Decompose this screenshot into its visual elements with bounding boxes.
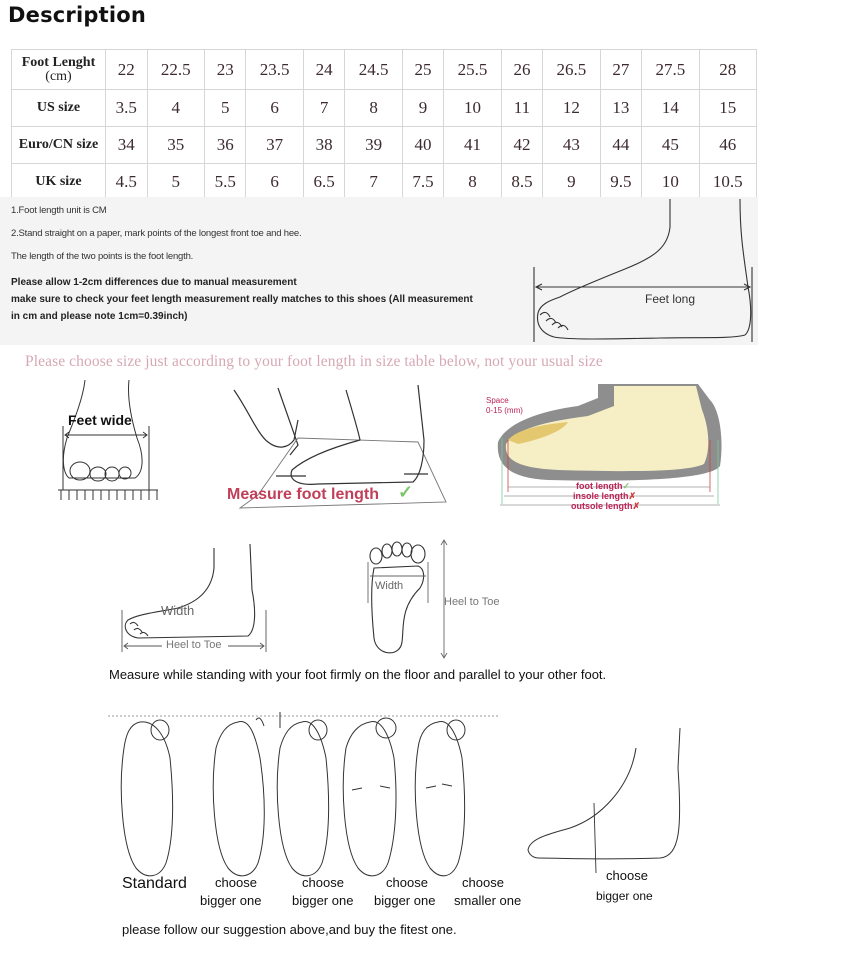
measure-foot-length-label: Measure foot length (227, 486, 380, 503)
foot-type-label: choose (302, 875, 344, 890)
table-cell: 22.5 (147, 50, 204, 90)
feet-long-label: Feet long (645, 292, 696, 306)
table-cell: 8.5 (501, 164, 543, 201)
instruction-bold-3: in cm and please note 1cm=0.39inch) (11, 311, 188, 322)
foot-types-diagram (100, 708, 740, 878)
check-icon: ✓ (622, 481, 631, 491)
table-cell: 27.5 (642, 50, 699, 90)
table-cell: 13 (600, 90, 642, 127)
check-icon: ✓ (398, 482, 414, 502)
row-header-foot-length (12, 50, 106, 90)
instructions-panel (0, 197, 758, 345)
table-cell: 5.5 (204, 164, 246, 201)
table-cell: 45 (642, 127, 699, 164)
table-cell: 26 (501, 50, 543, 90)
table-cell: 9 (402, 90, 444, 127)
table-cell: 41 (444, 127, 501, 164)
table-cell: 35 (147, 127, 204, 164)
foot-length-text: foot length (576, 481, 623, 491)
table-cell: 4.5 (106, 164, 148, 201)
feet-wide-label: Feet wide (68, 412, 132, 428)
row-header-us-size: US size (12, 90, 106, 127)
row-header-uk-size: UK size (12, 164, 106, 201)
outsole-length-label (571, 501, 640, 512)
page-title: Description (8, 3, 147, 27)
insole-length-text: insole length (573, 491, 629, 501)
table-row-uk-size (12, 164, 757, 201)
feet-wide-diagram (55, 378, 165, 508)
table-cell: 8 (444, 164, 501, 201)
table-cell: 39 (345, 127, 402, 164)
instruction-line-3: The length of the two points is the foot length. (11, 251, 194, 262)
table-cell: 7.5 (402, 164, 444, 201)
table-cell: 43 (543, 127, 600, 164)
sole-width-label: Width (375, 580, 404, 592)
instruction-bold-2: make sure to check your feet length measurement really matches to this shoes (All measurement (11, 294, 473, 305)
table-cell: 26.5 (543, 50, 600, 90)
size-notice: Please choose size just according to your foot length in size table below, not your usual size (25, 353, 603, 370)
row-header-euro-size: Euro/CN size (12, 127, 106, 164)
table-cell: 14 (642, 90, 699, 127)
table-cell: 25 (402, 50, 444, 90)
table-cell: 23 (204, 50, 246, 90)
table-cell: 10.5 (699, 164, 756, 201)
footer-note: please follow our suggestion above,and buy the fitest one. (122, 922, 457, 937)
table-cell: 11 (501, 90, 543, 127)
foot-type-sublabel: bigger one (596, 889, 653, 903)
table-row-euro-size (12, 127, 757, 164)
table-cell: 10 (444, 90, 501, 127)
table-cell: 9.5 (600, 164, 642, 201)
cross-icon: ✗ (628, 491, 637, 501)
space-label (486, 396, 523, 416)
table-cell: 46 (699, 127, 756, 164)
foot-type-label: choose (462, 875, 504, 890)
header-unit: (cm) (45, 68, 72, 84)
table-cell: 3.5 (106, 90, 148, 127)
outsole-length-text: outsole length (571, 501, 633, 511)
size-chart-table (11, 49, 757, 201)
instruction-bold-1: Please allow 1-2cm differences due to manual measurement (11, 277, 297, 288)
table-cell: 44 (600, 127, 642, 164)
table-cell: 24.5 (345, 50, 402, 90)
table-cell: 27 (600, 50, 642, 90)
table-cell: 28 (699, 50, 756, 90)
foot-type-sublabel: bigger one (374, 893, 436, 908)
table-cell: 24 (303, 50, 345, 90)
table-cell: 9 (543, 164, 600, 201)
table-cell: 22 (106, 50, 148, 90)
foot-type-sublabel: bigger one (200, 893, 262, 908)
cross-icon: ✗ (632, 501, 641, 511)
foot-type-label: choose (606, 868, 648, 883)
table-cell: 7 (345, 164, 402, 201)
table-cell: 15 (699, 90, 756, 127)
foot-type-sublabel: bigger one (292, 893, 354, 908)
table-cell: 40 (402, 127, 444, 164)
table-cell: 25.5 (444, 50, 501, 90)
foot-type-label: Standard (122, 875, 187, 892)
side-heel-to-toe-label: Heel to Toe (166, 639, 222, 651)
table-cell: 5 (204, 90, 246, 127)
feet-long-diagram (530, 197, 758, 345)
table-cell: 23.5 (246, 50, 303, 90)
space-range: 0-15 (mm) (486, 406, 523, 415)
space-text: Space (486, 396, 509, 405)
table-cell: 12 (543, 90, 600, 127)
header-text: Foot Lenght (21, 54, 96, 70)
table-cell: 6 (246, 90, 303, 127)
table-cell: 4 (147, 90, 204, 127)
sole-heel-to-toe-label: Heel to Toe (444, 596, 500, 608)
table-cell: 10 (642, 164, 699, 201)
table-cell: 42 (501, 127, 543, 164)
table-cell: 7 (303, 90, 345, 127)
table-row-us-size (12, 90, 757, 127)
instruction-line-2: 2.Stand straight on a paper, mark points of the longest front toe and hee. (11, 228, 302, 239)
table-cell: 34 (106, 127, 148, 164)
instruction-line-1: 1.Foot length unit is CM (11, 205, 107, 216)
foot-type-label: choose (215, 875, 257, 890)
table-cell: 38 (303, 127, 345, 164)
table-cell: 8 (345, 90, 402, 127)
foot-type-label: choose (386, 875, 428, 890)
table-cell: 6 (246, 164, 303, 201)
table-cell: 36 (204, 127, 246, 164)
table-row-foot-length (12, 50, 757, 90)
table-cell: 37 (246, 127, 303, 164)
side-width-label: Width (161, 603, 195, 618)
table-cell: 5 (147, 164, 204, 201)
foot-type-sublabel: smaller one (454, 893, 522, 908)
table-cell: 6.5 (303, 164, 345, 201)
measure-instruction: Measure while standing with your foot firmly on the floor and parallel to your other foot. (109, 667, 607, 682)
